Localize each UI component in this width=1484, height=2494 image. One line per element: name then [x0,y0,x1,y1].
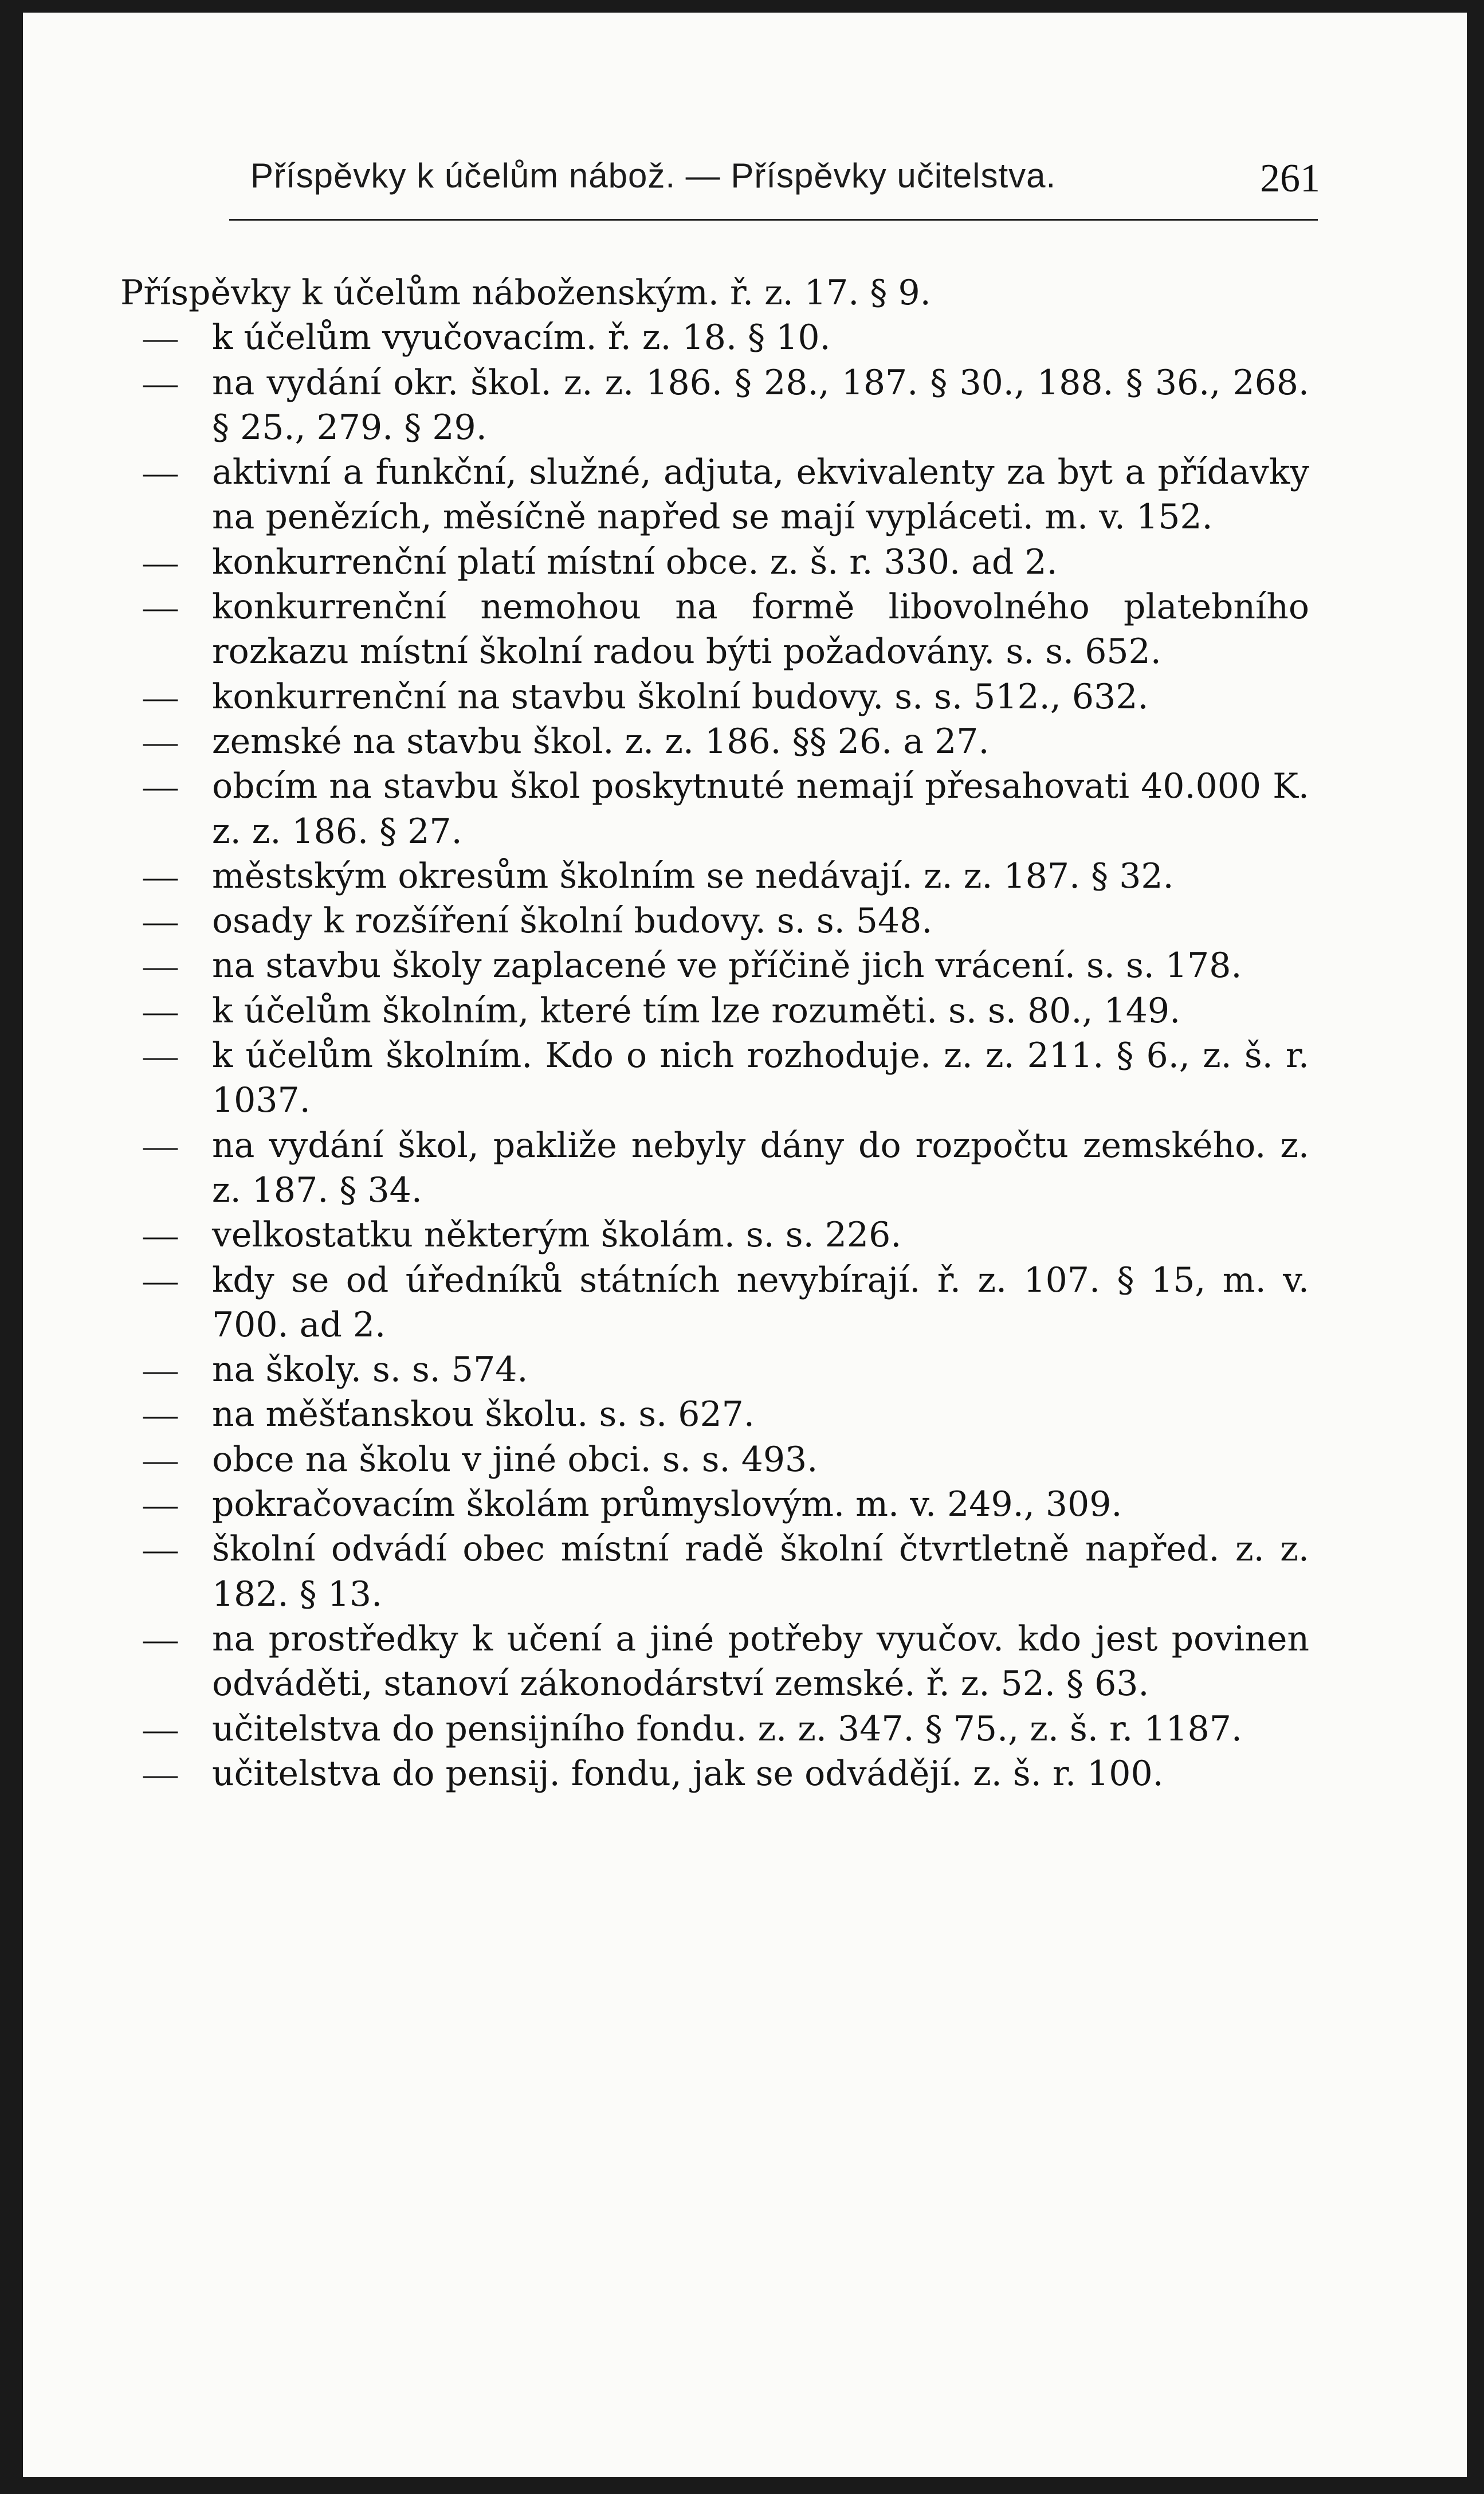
entry-dash: — [143,1126,178,1164]
index-entry [120,1437,1309,1482]
entry-dash: — [143,1037,178,1075]
entry-text: osady k rozšíření školní budovy. s. s. 548. [212,901,933,942]
index-entry [120,899,1309,943]
index-entry [120,270,1309,315]
entry-dash: — [143,1216,178,1254]
entry-dash: — [143,1530,178,1568]
entry-dash: — [143,1395,178,1434]
index-entry [120,1347,1309,1392]
entry-text: konkurrenční nemohou na formě libovolného platebního rozkazu místní školní radou býti požadovány. s. s. 652. [212,587,1309,672]
header-title: Příspěvky k účelům nábož. — Příspěvky učitelstva. [250,156,1057,195]
entry-dash: — [143,991,178,1030]
entry-dash: — [143,319,178,357]
entry-text: na vydání škol, pakliže nebyly dány do rozpočtu zemského. z. z. 187. § 34. [212,1125,1309,1210]
entry-text: učitelstva do pensij. fondu, jak se odvádějí. z. š. r. 100. [212,1753,1164,1794]
index-entry [120,1123,1309,1213]
entry-dash: — [143,677,178,716]
index-entry [120,1617,1309,1707]
entry-dash: — [143,588,178,626]
index-entries [120,270,1309,1796]
entry-text: velkostatku některým školám. s. s. 226. [212,1215,902,1256]
entry-dash: — [143,543,178,581]
entry-text: na prostředky k učení a jiné potřeby vyučov. kdo jest povinen odváděti, stanoví zákonodárství zemské. ř. z. 52. § 63. [212,1618,1309,1704]
entry-dash: — [143,947,178,985]
entry-text: konkurrenční platí místní obce. z. š. r. 330. ad 2. [212,542,1058,582]
entry-text: učitelstva do pensijního fondu. z. z. 347. § 75., z. š. r. 1187. [212,1708,1242,1749]
index-entry [120,764,1309,854]
index-entry [120,1751,1309,1796]
entry-text: k účelům školním, které tím lze rozuměti. s. s. 80., 149. [212,990,1181,1031]
entry-text: k účelům školním. Kdo o nich rozhoduje. z. z. 211. § 6., z. š. r. 1037. [212,1036,1309,1121]
entry-dash: — [143,767,178,806]
entry-text: pokračovacím školám průmyslovým. m. v. 249., 309. [212,1484,1122,1525]
entry-dash: — [143,453,178,492]
index-entry [120,1392,1309,1437]
index-entry [120,675,1309,719]
entry-text: zemské na stavbu škol. z. z. 186. §§ 26. a 27. [212,721,990,762]
entry-text: městským okresům školním se nedávají. z. z. 187. § 32. [212,856,1174,896]
entry-text: obcím na stavbu škol poskytnuté nemají přesahovati 40.000 K. z. z. 186. § 27. [212,766,1309,852]
entry-dash: — [143,1261,178,1299]
index-entry [120,315,1309,360]
running-header [219,146,1330,209]
entry-text: Příspěvky k účelům náboženským. ř. z. 17. § 9. [120,273,931,313]
entry-dash: — [143,1485,178,1524]
index-entry [120,540,1309,585]
index-entry [120,1707,1309,1751]
entry-text: školní odvádí obec místní radě školní čtvrtletně napřed. z. z. 182. § 13. [212,1529,1309,1614]
index-entry [120,1258,1309,1348]
entry-dash: — [143,1619,178,1658]
entry-text: k účelům vyučovacím. ř. z. 18. § 10. [212,317,831,358]
entry-dash: — [143,363,178,402]
entry-dash: — [143,1754,178,1793]
index-entry [120,943,1309,988]
entry-text: aktivní a funkční, služné, adjuta, ekvivalenty za byt a přídavky na penězích, měsíčně napřed se mají vypláceti. m. v. 152. [212,452,1309,538]
index-entry [120,854,1309,899]
index-entry [120,450,1309,540]
index-entry [120,1213,1309,1257]
index-entry [120,989,1309,1033]
entry-dash: — [143,1709,178,1748]
index-entry [120,360,1309,450]
entry-dash: — [143,722,178,760]
index-entry [120,1482,1309,1527]
entry-dash: — [143,1440,178,1479]
entry-text: na měšťanskou školu. s. s. 627. [212,1394,755,1435]
entry-dash: — [143,1351,178,1389]
entry-text: kdy se od úředníků státních nevybírají. ř. z. 107. § 15, m. v. 700. ad 2. [212,1260,1309,1345]
entry-text: na školy. s. s. 574. [212,1350,528,1390]
page-number: 261 [1260,156,1320,201]
index-entry [120,1527,1309,1617]
entry-dash: — [143,902,178,940]
entry-text: na vydání okr. škol. z. z. 186. § 28., 187. § 30., 188. § 36., 268. § 25., 279. § 29. [212,362,1309,448]
header-rule [229,219,1318,221]
entry-dash: — [143,857,178,895]
index-entry [120,585,1309,675]
index-entry [120,1033,1309,1123]
entry-text: na stavbu školy zaplacené ve příčině jich vrácení. s. s. 178. [212,946,1242,986]
entry-text: obce na školu v jiné obci. s. s. 493. [212,1439,818,1480]
entry-text: konkurrenční na stavbu školní budovy. s. s. 512., 632. [212,676,1149,717]
index-entry [120,719,1309,764]
